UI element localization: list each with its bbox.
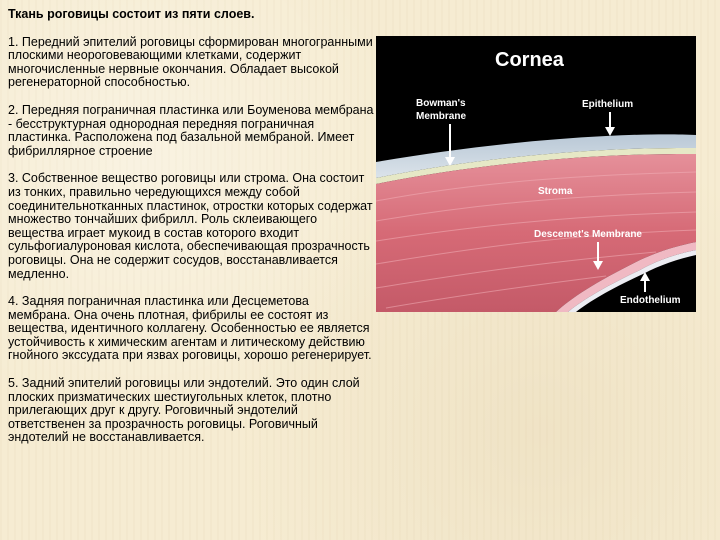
- cornea-figure: [376, 36, 696, 312]
- label-bowman-line1: Bowman's: [416, 98, 466, 109]
- paragraph-bowman: 2. Передняя пограничная пластинка или Боуменова мембрана - бесструктурная однородная передняя пограничная пластинка. Расположена под базальной мембраной. Имеет фибриллярное строение: [8, 102, 374, 158]
- label-endothelium: Endothelium: [620, 295, 681, 306]
- paragraph-descemet: 4. Задняя пограничная пластинка или Десцеметова мембрана. Она очень плотная, фибрилы ее состоят из вещества, идентичного коллагену. Особенностью ее является устойчивость к химическим агентам и литическому действию гнойного экссудата при язвах роговицы, хорошо регенерирует.: [8, 294, 372, 363]
- page-title: Ткань роговицы состоит из пяти слоев.: [8, 7, 255, 21]
- label-descemet: Descemet's Membrane: [534, 229, 642, 240]
- figure-title: Cornea: [495, 49, 564, 71]
- paragraph-endothelium: 5. Задний эпителий роговицы или эндотелий. Это один слой плоских призматических шестиугольных клеток, плотно прилегающих друг к другу. Роговичный эндотелий ответственен за прозрачность роговицы. Роговичный эндотелий не восстанавливается.: [8, 376, 360, 445]
- cornea-diagram: [376, 36, 696, 312]
- label-epithelium: Epithelium: [582, 99, 634, 110]
- paragraph-stroma: 3. Собственное вещество роговицы или строма. Она состоит из тонких, правильно чередующихся между собой соединительнотканных пластинок, отростки которых содержат множество тончайших фибрилл. Роль склеивающего вещества играет мукоид в состав которого входит сульфогиалуроновая кислота, обеспечивающая прозрачность роговицы. Она не содержит сосудов, восстанавливается медленно.: [8, 171, 373, 281]
- label-stroma: Stroma: [538, 186, 573, 197]
- label-bowman-line2: Membrane: [416, 111, 467, 122]
- paragraph-epithelium: 1. Передний эпителий роговицы сформирован многогранными плоскими неороговевающими клетками, содержит многочисленные нервные окончания. Обладает высокой регенераторной способностью.: [8, 34, 373, 90]
- text-block: [8, 8, 374, 459]
